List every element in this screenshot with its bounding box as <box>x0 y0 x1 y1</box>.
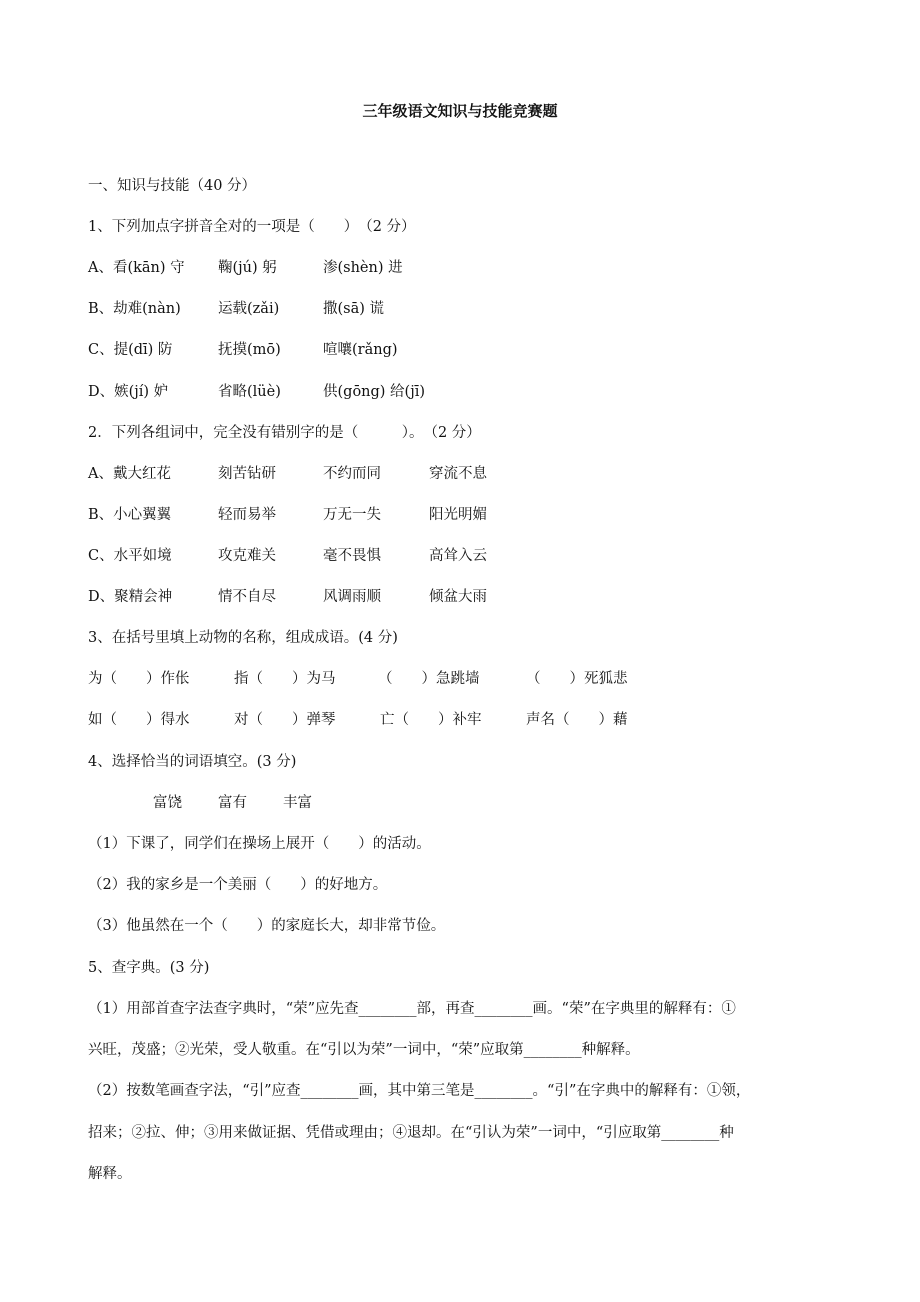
q3-idiom-7: 亡（ ）补牢 <box>380 712 482 728</box>
q3-idiom-3: （ ）急跳墙 <box>378 671 480 687</box>
q5-part-2-line-1: （2）按数笔画查字法，“引”应查________画，其中第三笔是________。“引”在字典中的解释有：①领， <box>88 1083 751 1099</box>
q4-word-2: 富有 <box>218 795 247 811</box>
q4-word-1: 富饶 <box>153 795 182 811</box>
section-heading: 一、知识与技能（40 分） <box>88 178 257 194</box>
q1-option-a-col2: 鞠(jú) 躬 <box>218 260 277 276</box>
q3-idiom-1: 为（ ）作伥 <box>88 671 190 687</box>
q2-option-b-col3: 万无一失 <box>323 507 381 523</box>
q5-part-2-line-3: 解释。 <box>88 1166 132 1182</box>
q2-option-a-col4: 穿流不息 <box>429 466 487 482</box>
q1-option-c-col3: 喧嚷(rǎng) <box>323 342 398 358</box>
q1-option-b-col1: B、劫难(nàn) <box>88 301 181 317</box>
q5-part-1-line-1: （1）用部首查字法查字典时，“荣”应先查________部，再查________画。“荣”在字典里的解释有：① <box>88 1001 736 1017</box>
q2-option-c-col4: 高耸入云 <box>429 548 487 564</box>
question-4-stem: 4、选择恰当的词语填空。(3 分) <box>88 754 297 770</box>
question-5-stem: 5、查字典。(3 分) <box>88 960 210 976</box>
q5-part-1-line-2: 兴旺，茂盛；②光荣，受人敬重。在“引以为荣”一词中，“荣”应取第________种解释。 <box>88 1042 640 1058</box>
q1-option-a-col3: 渗(shèn) 进 <box>323 260 403 276</box>
q2-option-b-col2: 轻而易举 <box>218 507 276 523</box>
q2-option-c-col3: 毫不畏惧 <box>323 548 381 564</box>
q4-item-1: （1）下课了，同学们在操场上展开（ ）的活动。 <box>88 836 431 852</box>
q2-option-d-col3: 风调雨顺 <box>323 589 381 605</box>
q3-idiom-2: 指（ ）为马 <box>234 671 336 687</box>
q1-option-d-col3: 供(gōng) 给(jī) <box>323 384 426 400</box>
q2-option-c-col2: 攻克难关 <box>218 548 276 564</box>
question-1-stem: 1、下列加点字拼音全对的一项是（ ） （2 分） <box>88 219 416 235</box>
q4-item-2: （2）我的家乡是一个美丽（ ）的好地方。 <box>88 877 388 893</box>
q1-option-d-col1: D、嫉(jí) 妒 <box>88 384 169 400</box>
q4-item-3: （3）他虽然在一个（ ）的家庭长大，却非常节俭。 <box>88 918 446 934</box>
q3-idiom-8: 声名（ ）藉 <box>526 712 628 728</box>
q5-part-2-line-2: 招来；②拉、伸；③用来做证据、凭借或理由；④退却。在“引认为荣”一词中，“引应取第________种 <box>88 1125 734 1141</box>
q2-option-c-col1: C、水平如境 <box>88 548 172 564</box>
q1-option-a-col1: A、看(kān) 守 <box>88 260 185 276</box>
page-title: 三年级语文知识与技能竞赛题 <box>362 102 558 120</box>
question-3-stem: 3、在括号里填上动物的名称，组成成语。(4 分) <box>88 630 398 646</box>
q2-option-a-col3: 不约而同 <box>323 466 381 482</box>
q4-word-3: 丰富 <box>283 795 312 811</box>
q2-option-d-col1: D、聚精会神 <box>88 589 173 605</box>
q2-option-b-col1: B、小心翼翼 <box>88 507 172 523</box>
q2-option-a-col2: 刻苦钻研 <box>218 466 276 482</box>
q1-option-b-col3: 撒(sā) 谎 <box>323 301 385 317</box>
q1-option-c-col1: C、提(dī) 防 <box>88 342 173 358</box>
question-2-stem: 2．下列各组词中，完全没有错别字的是（ ）。 （2 分） <box>88 425 481 441</box>
q1-option-d-col2: 省略(lüè) <box>218 384 281 400</box>
q3-idiom-5: 如（ ）得水 <box>88 712 190 728</box>
q2-option-d-col4: 倾盆大雨 <box>429 589 487 605</box>
q3-idiom-4: （ ）死狐悲 <box>526 671 628 687</box>
q2-option-a-col1: A、戴大红花 <box>88 466 171 482</box>
q2-option-b-col4: 阳光明媚 <box>429 507 487 523</box>
q1-option-c-col2: 抚摸(mō) <box>218 342 281 358</box>
q2-option-d-col2: 情不自尽 <box>218 589 276 605</box>
q1-option-b-col2: 运载(zǎi) <box>218 301 280 317</box>
q3-idiom-6: 对（ ）弹琴 <box>234 712 336 728</box>
